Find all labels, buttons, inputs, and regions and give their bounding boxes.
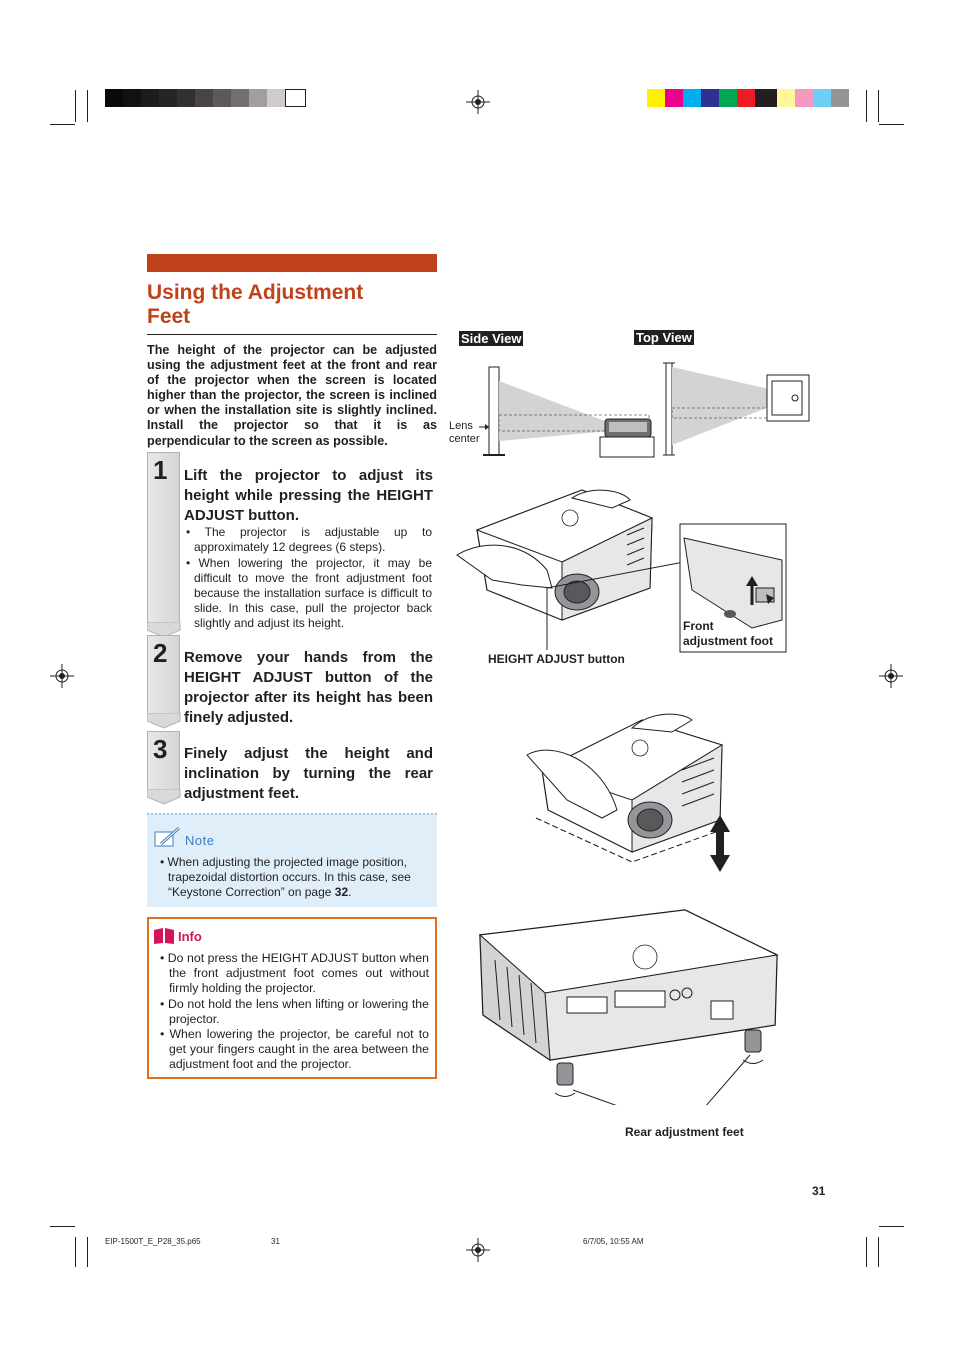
registration-mark-icon (879, 664, 903, 688)
book-info-icon (153, 927, 175, 945)
rear-feet-illustration (475, 905, 785, 1105)
footer-date: 6/7/05, 10:55 AM (583, 1237, 644, 1246)
pencil-note-icon (153, 826, 183, 850)
note-text-before: • When adjusting the projected image position, trapezoidal distortion occurs. In this case, see “Keystone Correction” on page (160, 855, 411, 900)
lens-label-line2: center (449, 432, 480, 445)
registration-mark-icon (50, 664, 74, 688)
swatch (213, 89, 231, 107)
step-2-number: 2 (153, 638, 168, 668)
section-title-line2: Feet (147, 305, 191, 328)
swatch (755, 89, 777, 107)
note-text (160, 855, 432, 901)
adjust-height-illustration (522, 700, 742, 880)
swatch (123, 89, 141, 107)
crop-mark (75, 90, 76, 122)
swatch (159, 89, 177, 107)
swatch (683, 89, 701, 107)
swatch (795, 89, 813, 107)
front-foot-caption (683, 619, 773, 649)
crop-mark (878, 90, 879, 122)
section-title (147, 281, 437, 329)
footer-page: 31 (271, 1237, 280, 1246)
side-view-label: Side View (461, 331, 522, 346)
swatch (665, 89, 683, 107)
height-adjust-caption: HEIGHT ADJUST button (488, 652, 625, 666)
step-1-number: 1 (153, 455, 168, 485)
front-foot-line1: Front (683, 619, 714, 633)
side-top-view-diagram (445, 345, 820, 465)
swatch (231, 89, 249, 107)
swatch (719, 89, 737, 107)
note-bullet (160, 855, 432, 901)
section-header-bar (147, 254, 437, 272)
step-1-bullet: • The projector is adjustable up to approximately 12 degrees (6 steps). (186, 525, 432, 554)
step-2-tab-point (147, 713, 181, 729)
crop-mark (50, 1226, 75, 1227)
note-title: Note (185, 833, 215, 848)
step-1-heading: Lift the projector to adjust its height while pressing the HEIGHT ADJUST button. (184, 467, 433, 524)
note-page-ref: 32 (334, 885, 349, 900)
footer-file: EIP-1500T_E_P28_35.p65 (105, 1237, 201, 1246)
title-divider (147, 334, 437, 335)
crop-mark (878, 1237, 879, 1267)
crop-mark (879, 124, 904, 125)
step-3-number: 3 (153, 734, 168, 764)
note-text-after: . (348, 885, 352, 900)
lens-center-label (449, 420, 480, 445)
swatch (267, 89, 285, 107)
swatch (105, 89, 123, 107)
front-foot-line2: adjustment foot (683, 634, 773, 648)
swatch (813, 89, 831, 107)
registration-mark-icon (466, 90, 490, 114)
crop-mark (75, 1237, 76, 1267)
swatch (737, 89, 755, 107)
swatch (831, 89, 849, 107)
swatch (647, 89, 665, 107)
info-bullet: • When lowering the projector, be careful not to get your fingers caught in the area between the adjustment foot and the projector. (160, 1027, 429, 1072)
intro-paragraph: The height of the projector can be adjusted using the adjustment feet at the front and rear of the projector when the screen is located higher than the projector, the screen is inclined or when the installation site is slightly inclined. Install the projector so that it is as perpendicular to the screen as possible. (147, 343, 437, 448)
swatch (141, 89, 159, 107)
swatch (195, 89, 213, 107)
swatch (701, 89, 719, 107)
step-3-heading: Finely adjust the height and inclination by turning the rear adjustment feet. (184, 745, 433, 802)
step-2-heading: Remove your hands from the HEIGHT ADJUST button of the projector after its height has been finely adjusted. (184, 649, 433, 726)
rear-feet-caption: Rear adjustment feet (625, 1125, 744, 1139)
step-1-bullet: • When lowering the projector, it may be difficult to move the front adjustment foot because the installation surface is difficult to slide. In this case, pull the projector back slightly and adjust its height. (186, 556, 432, 630)
crop-mark (87, 1237, 88, 1267)
page-number: 31 (812, 1184, 826, 1198)
swatch (249, 89, 267, 107)
registration-mark-icon (466, 1238, 490, 1262)
info-title: Info (178, 929, 202, 944)
info-bullet: • Do not press the HEIGHT ADJUST button when the front adjustment foot comes out without firmly holding the projector. (160, 951, 429, 996)
step-3-tab-point (147, 789, 181, 805)
crop-mark (879, 1226, 904, 1227)
section-title-line1: Using the Adjustment (147, 281, 364, 304)
lens-label-line1: Lens (449, 420, 473, 432)
swatch (177, 89, 195, 107)
crop-mark (87, 90, 88, 122)
swatch (285, 89, 306, 107)
crop-mark (866, 90, 867, 122)
crop-mark (50, 124, 75, 125)
crop-mark (866, 1237, 867, 1267)
info-bullet: • Do not hold the lens when lifting or lowering the projector. (160, 996, 429, 1026)
info-bullets (160, 951, 429, 1073)
top-view-label: Top View (636, 330, 692, 345)
step-1-bullets (186, 525, 432, 632)
swatch (777, 89, 795, 107)
